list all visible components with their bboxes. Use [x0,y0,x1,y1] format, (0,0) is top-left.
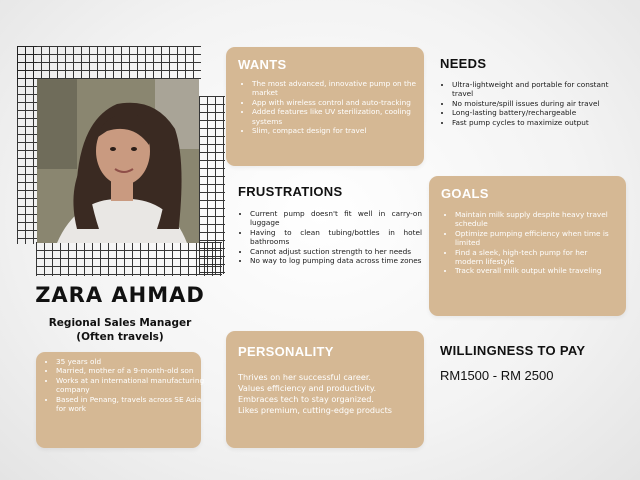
needs-item: • Long-lasting battery/rechargeable [452,108,622,117]
portrait-photo-icon [37,79,199,243]
profile-item: • Based in Penang, travels across SE Asia for work [56,395,206,414]
decorative-grid-bottom [36,242,222,276]
role-note: (Often travels) [76,331,164,343]
frustrations-item: • Cannot adjust suction strength to her needs [250,247,422,256]
profile-item: • 35 years old [56,357,206,366]
personality-title: PERSONALITY [238,344,334,359]
profile-item: • Works at an international manufacturing company [56,376,206,395]
personality-line: Embraces tech to stay organized. [238,394,374,404]
goals-title: GOALS [441,186,489,201]
frustrations-section [238,184,424,265]
frustrations-item: • No way to log pumping data across time zones [250,256,422,265]
needs-section [440,56,630,127]
wants-item: • Added features like UV sterilization, cooling systems [252,107,422,126]
needs-item: • Ultra-lightweight and portable for constant travel [452,80,622,99]
persona-name: ZARA AHMAD [35,283,205,307]
needs-item: • No moisture/spill issues during air travel [452,99,622,108]
personality-line: Likes premium, cutting-edge products [238,405,393,415]
personality-card [226,331,424,448]
personality-line: Thrives on her successful career. [238,372,372,382]
needs-item: • Fast pump cycles to maximize output [452,118,622,127]
persona-role [20,316,220,344]
goals-item: • Optimize pumping efficiency when time is limited [455,229,617,248]
wants-item: • App with wireless control and auto-tracking [252,98,422,107]
personality-line: Values efficiency and productivity. [238,383,377,393]
frustrations-item: • Having to clean tubing/bottles in hotel bathrooms [250,228,422,247]
persona-photo [37,79,199,243]
price-range: RM1500 - RM 2500 [440,368,554,383]
frustrations-title: FRUSTRATIONS [238,184,343,199]
profile-item: • Married, mother of a 9-month-old son [56,366,206,375]
willingness-title: WILLINGNESS TO PAY [440,343,586,358]
goals-item: • Track overall milk output while traveling [455,266,617,275]
profile-card [36,352,205,448]
goals-item: • Maintain milk supply despite heavy travel schedule [455,210,617,229]
willingness-to-pay-section [440,343,630,383]
wants-item: • The most advanced, innovative pump on the market [252,79,422,98]
frustrations-item: • Current pump doesn't fit well in carry-on luggage [250,209,422,228]
goals-item: • Find a sleek, high-tech pump for her modern lifestyle [455,248,617,267]
wants-title: WANTS [238,57,287,72]
decorative-grid-left [17,46,37,244]
wants-card [226,47,424,166]
needs-title: NEEDS [440,56,487,71]
goals-card [429,176,626,316]
role-title: Regional Sales Manager [48,317,192,329]
wants-item: • Slim, compact design for travel [252,126,422,135]
